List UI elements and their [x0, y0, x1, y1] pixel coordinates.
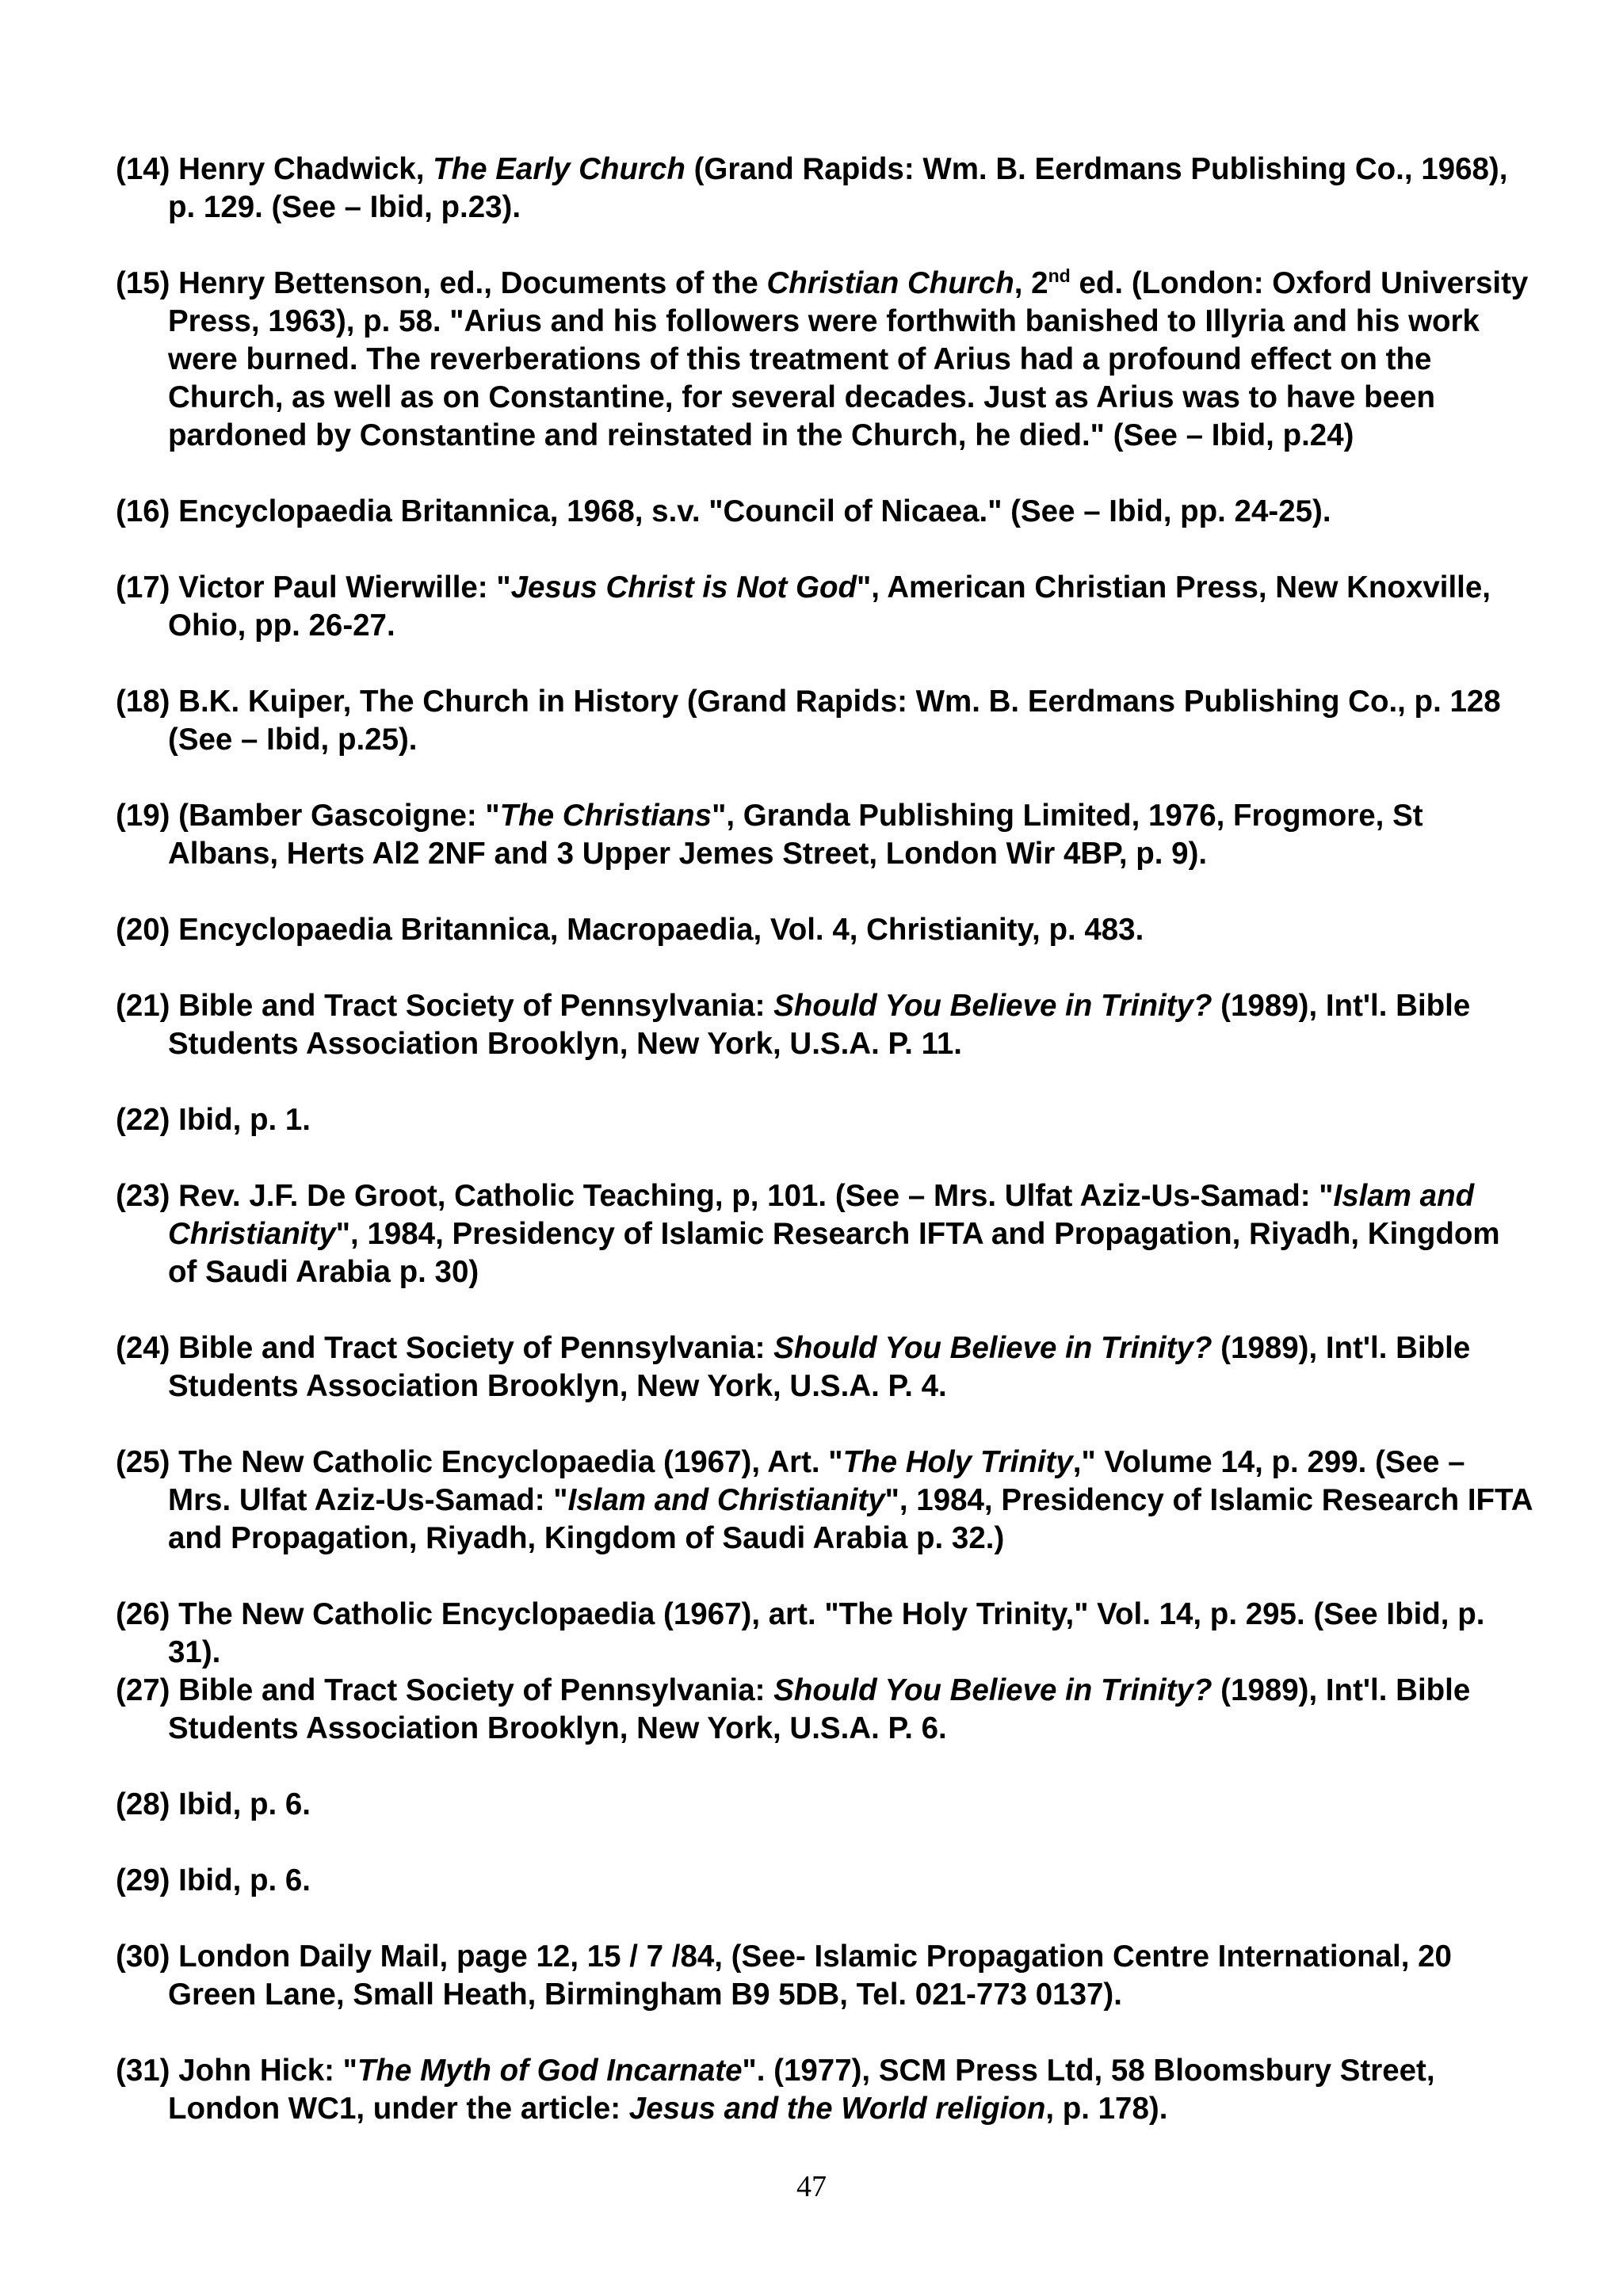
footnote-29 — [116, 1862, 1534, 1900]
footnote-text: ," Volume 14, p. 299. (See – Mrs. Ulfat Aziz-Us-Samad: " — [168, 1445, 1465, 1517]
italic-title: Jesus Christ is Not God — [510, 570, 857, 605]
footnote-text: (30) London Daily Mail, page 12, 15 / 7 /84, (See- Islamic Propagation Centre International, 20 Green Lane, Small Heath, Birmingham B9 5DB, Tel. 021-773 0137). — [116, 1939, 1452, 2012]
footnote-text: (24) Bible and Tract Society of Pennsylvania: — [116, 1331, 774, 1365]
footnote-20 — [116, 911, 1534, 949]
footnote-21 — [116, 987, 1534, 1063]
footnote-16 — [116, 493, 1534, 531]
footnote-text: (19) (Bamber Gascoigne: " — [116, 799, 500, 833]
italic-title: Christian Church — [766, 266, 1014, 300]
italic-title: Should You Believe in Trinity? — [773, 1673, 1212, 1707]
footnote-text: (25) The New Catholic Encyclopaedia (1967), Art. " — [116, 1445, 843, 1479]
footnote-27 — [116, 1672, 1534, 1748]
italic-title: Should You Believe in Trinity? — [773, 1331, 1212, 1365]
footnote-text: ed. (London: Oxford University Press, 1963), p. 58. "Arius and his followers were forthwith banished to Illyria and his work were burned. The reverberations of this treatment of Arius had a profound effect on the Church, as well as on Constantine, for several decades. Just as Arius was to have been pardoned by Constantine and reinstated in the Church, he died." (See – Ibid, p.24) — [168, 266, 1529, 452]
footnote-text: (16) Encyclopaedia Britannica, 1968, s.v. "Council of Nicaea." (See – Ibid, pp. 24-25). — [116, 494, 1331, 528]
footnote-25 — [116, 1444, 1534, 1558]
footnote-text: (26) The New Catholic Encyclopaedia (1967), art. "The Holy Trinity," Vol. 14, p. 295. (See Ibid, p. 31). — [116, 1597, 1485, 1669]
footnote-26 — [116, 1596, 1534, 1672]
footnote-text: ", Granda Publishing Limited, 1976, Frogmore, St Albans, Herts Al2 2NF and 3 Upper Jemes Street, London Wir 4BP, p. 9). — [168, 799, 1423, 871]
footnote-text: ", American Christian Press, New Knoxville, Ohio, pp. 26-27. — [168, 570, 1491, 643]
footnote-text: (Grand Rapids: Wm. B. Eerdmans Publishing Co., 1968), p. 129. (See – Ibid, p.23). — [168, 152, 1508, 224]
footnote-15 — [116, 265, 1534, 455]
footnote-24 — [116, 1329, 1534, 1405]
footnote-text: (31) John Hick: " — [116, 2054, 357, 2088]
italic-title: The Christians — [499, 799, 712, 833]
footnote-18 — [116, 683, 1534, 759]
footnote-text: ". (1977), SCM Press Ltd, 58 Bloomsbury Street, London WC1, under the article: — [168, 2054, 1435, 2126]
footnote-17 — [116, 569, 1534, 645]
footnote-text: ", 1984, Presidency of Islamic Research IFTA and Propagation, Riyadh, Kingdom of Saudi Arabia p. 32.) — [168, 1483, 1533, 1555]
footnote-text: (29) Ibid, p. 6. — [116, 1863, 311, 1897]
footnote-text: (14) Henry Chadwick, — [116, 152, 433, 186]
superscript-text: nd — [1048, 265, 1071, 287]
footnote-text: (1989), Int'l. Bible Students Association Brooklyn, New York, U.S.A. P. 11. — [168, 989, 1471, 1061]
footnote-text: (22) Ibid, p. 1. — [116, 1103, 311, 1137]
italic-title: The Myth of God Incarnate — [357, 2054, 743, 2088]
footnote-31 — [116, 2052, 1534, 2128]
footnote-text: (1989), Int'l. Bible Students Association Brooklyn, New York, U.S.A. P. 4. — [168, 1331, 1471, 1403]
footnote-text: (21) Bible and Tract Society of Pennsylvania: — [116, 989, 774, 1023]
footnote-23 — [116, 1177, 1534, 1291]
footnote-text: (18) B.K. Kuiper, The Church in History (Grand Rapids: Wm. B. Eerdmans Publishing Co., p. 128 (See – Ibid, p.25). — [116, 685, 1501, 757]
footnote-text: ", 1984, Presidency of Islamic Research IFTA and Propagation, Riyadh, Kingdom of Saudi Arabia p. 30) — [168, 1217, 1500, 1289]
footnote-30 — [116, 1938, 1534, 2014]
footnote-text: , p. 178). — [1045, 2092, 1168, 2126]
footnote-text: (28) Ibid, p. 6. — [116, 1787, 311, 1821]
footnote-text: (17) Victor Paul Wierwille: " — [116, 570, 511, 605]
footnote-text: (20) Encyclopaedia Britannica, Macropaedia, Vol. 4, Christianity, p. 483. — [116, 913, 1144, 947]
footnote-text: (27) Bible and Tract Society of Pennsylvania: — [116, 1673, 774, 1707]
italic-title: The Holy Trinity — [842, 1445, 1073, 1479]
italic-title: Islam and Christianity — [567, 1483, 885, 1517]
italic-title: The Early Church — [433, 152, 685, 186]
footnote-text: (15) Henry Bettenson, ed., Documents of the — [116, 266, 767, 300]
footnote-14 — [116, 151, 1534, 227]
page-number: 47 — [796, 2170, 827, 2203]
footnote-22 — [116, 1101, 1534, 1139]
footnotes-list — [116, 151, 1534, 2166]
italic-title: Should You Believe in Trinity? — [773, 989, 1212, 1023]
italic-title: Islam and Christianity — [168, 1179, 1475, 1251]
footnote-19 — [116, 797, 1534, 873]
italic-title: Jesus and the World religion — [628, 2092, 1046, 2126]
footnote-text: (1989), Int'l. Bible Students Association Brooklyn, New York, U.S.A. P. 6. — [168, 1673, 1471, 1745]
footnote-28 — [116, 1786, 1534, 1824]
footnote-text: , 2 — [1014, 266, 1048, 300]
footnote-text: (23) Rev. J.F. De Groot, Catholic Teaching, p, 101. (See – Mrs. Ulfat Aziz-Us-Samad: " — [116, 1179, 1334, 1213]
